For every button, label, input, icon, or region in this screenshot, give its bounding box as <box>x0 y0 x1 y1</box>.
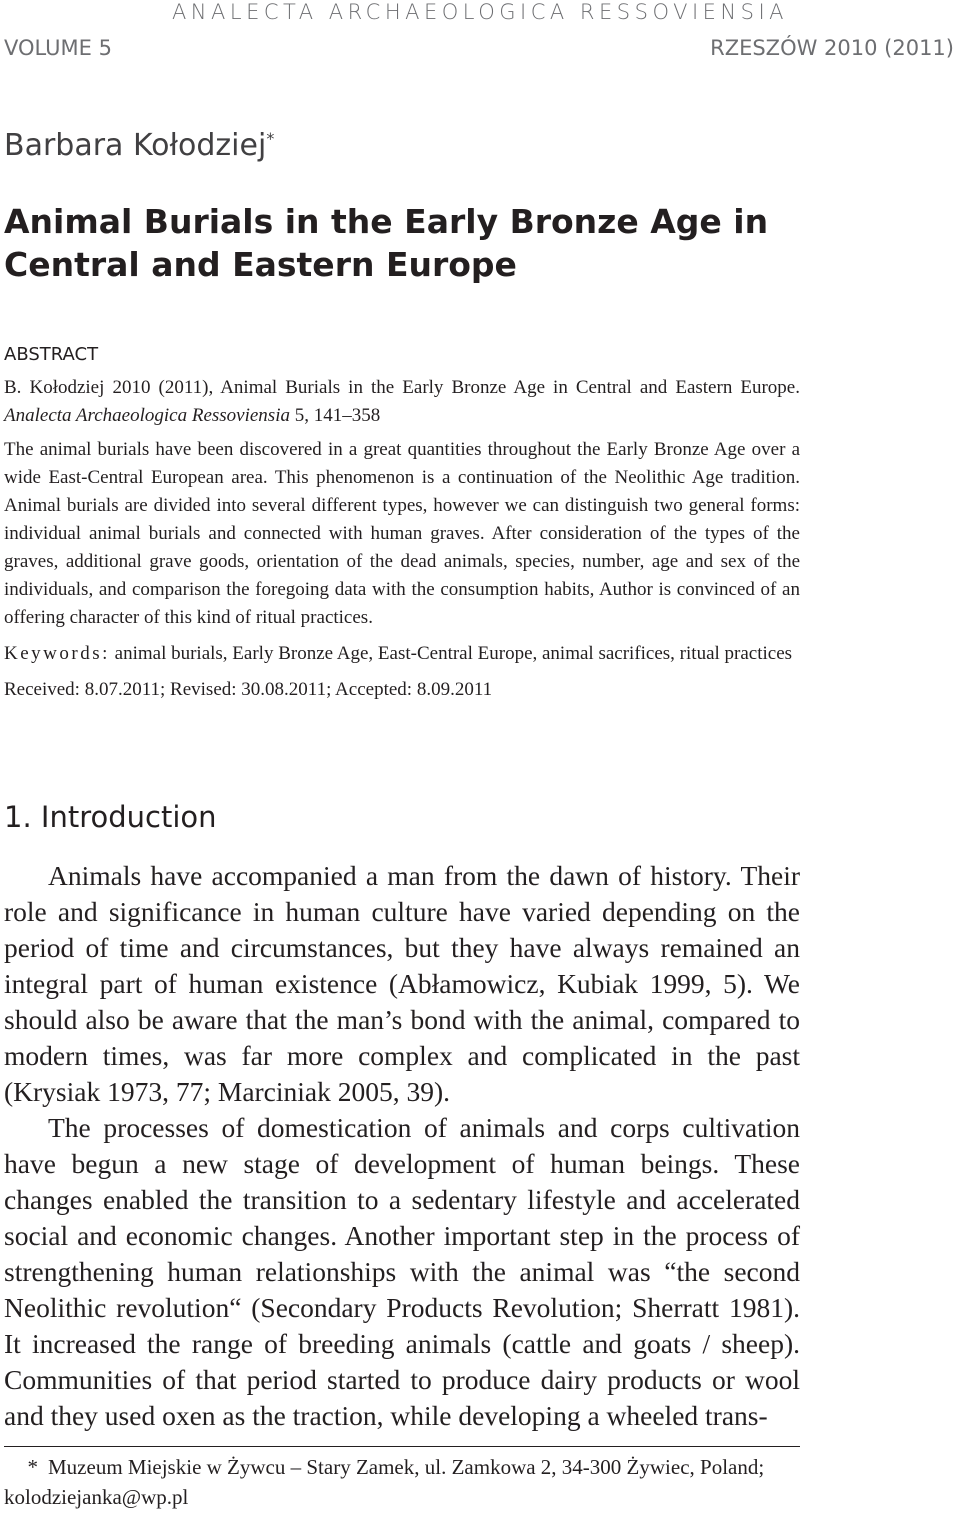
keywords-text: animal burials, Early Bronze Age, East-Central Europe, animal sacrifices, ritual practices <box>109 643 793 664</box>
footnote <box>4 1452 800 1512</box>
article-dates: Received: 8.07.2011; Revised: 30.08.2011; Accepted: 8.09.2011 <box>4 679 493 700</box>
citation-suffix: 5, 141–358 <box>289 405 381 426</box>
abstract-label: ABSTRACT <box>4 344 99 365</box>
place-year: RZESZÓW 2010 (2011) <box>710 36 954 60</box>
section-heading: 1. Introduction <box>4 800 217 834</box>
abstract-citation <box>4 374 800 430</box>
article-title: Animal Burials in the Early Bronze Age in Central and Eastern Europe <box>4 202 769 284</box>
footnote-divider <box>4 1446 800 1447</box>
footnote-text: Muzeum Miejskie w Żywcu – Stary Zamek, ul. Zamkowa 2, 34-300 Żywiec, Poland; kolodziejanka@wp.pl <box>4 1455 765 1509</box>
intro-paragraph-2: The processes of domestication of animals and corps cultivation have begun a new stage of development of human beings. These changes enabled the transition to a sedentary lifestyle and accelerated social and economic changes. Another important step in the process of strengthening human relationships with the animal was “the second Neolithic revolution“ (Secondary Products Revolution; Sherratt 1981). It increased the range of breeding animals (cattle and goats / sheep). Communities of that period started to produce dairy products or wool and they used oxen as the traction, while developing a wheeled trans- <box>4 1112 800 1431</box>
author-name <box>4 128 274 163</box>
keywords-label: Keywords: <box>4 643 110 664</box>
intro-paragraph-1: Animals have accompanied a man from the dawn of history. Their role and significance in human culture have varied depending on the period of time and circumstances, but they have always remained an integral part of human existence (Abłamowicz, Kubiak 1999, 5). We should also be aware that the man’s bond with the animal, compared to modern times, was far more complex and complicated in the past (Krysiak 1973, 77; Marciniak 2005, 39). <box>4 860 800 1107</box>
author-footnote-mark: * <box>266 129 275 148</box>
citation-prefix: B. Kołodziej 2010 (2011), Animal Burials in the Early Bronze Age in Central and Eastern Europe. <box>4 377 800 398</box>
introduction-body <box>4 858 800 1434</box>
keywords-line <box>4 640 800 668</box>
abstract-text: The animal burials have been discovered in a great quantities throughout the Early Bronze Age over a wide East-Central European area. This phenomenon is a continuation of the Neolithic Age tradition. Animal burials are divided into several different types, however we can distinguish two general forms: individual animal burials and connected with human graves. After consideration of the types of the graves, additional grave goods, orientation of the dead animals, species, number, age and sex of the individuals, and comparison the foregoing data with the consumption habits, Author is convinced of an offering character of this kind of ritual practices. <box>4 439 800 628</box>
abstract-block <box>4 374 800 704</box>
author-name-text: Barbara Kołodziej <box>4 128 267 163</box>
footnote-mark: * <box>27 1455 38 1479</box>
journal-title: ANALECTA ARCHAEOLOGICA RESSOVIENSIA <box>171 0 789 24</box>
volume-label: VOLUME 5 <box>4 36 112 60</box>
citation-journal: Analecta Archaeologica Ressoviensia <box>4 405 290 426</box>
